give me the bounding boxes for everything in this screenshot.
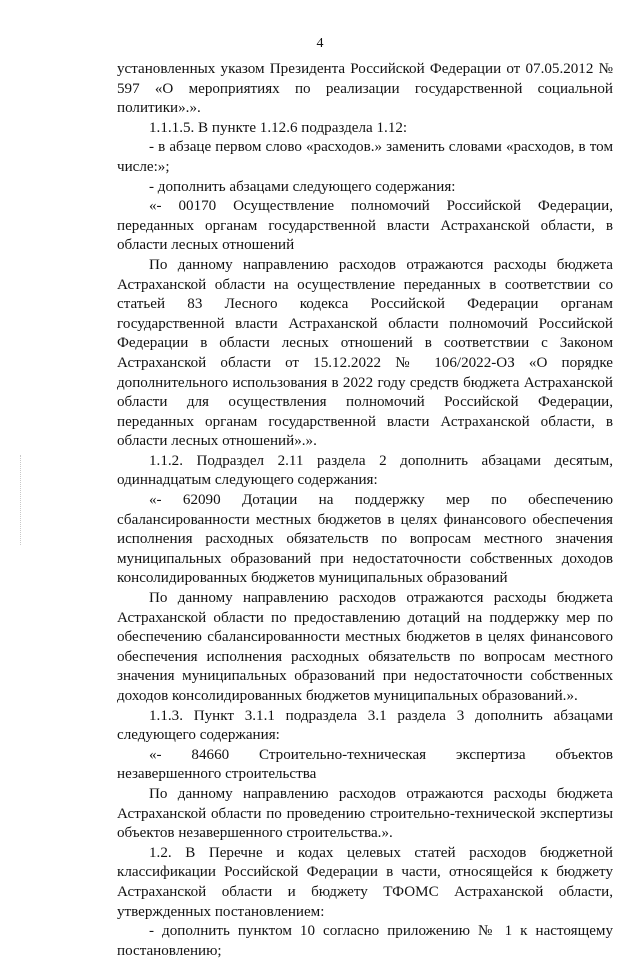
page-number: 4 [316, 36, 324, 51]
paragraph-code-00170: «- 00170 Осуществление полномочий Российской Федерации, переданных органам государственной власти Астраханской области, в области лесных отношений [117, 198, 613, 254]
document-body [117, 60, 613, 961]
paragraph-replace-word: - в абзаце первом слово «расходов.» заменить словами «расходов, в том числе:»; [117, 139, 613, 175]
paragraph-continuation: установленных указом Президента Российской Федерации от 07.05.2012 № 597 «О мероприятиях по реализации государственной социальной политики».». [117, 61, 613, 117]
paragraph-item-1-1-3: 1.1.3. Пункт 3.1.1 подраздела 3.1 раздела 3 дополнить абзацами следующего содержания: [117, 707, 613, 744]
paragraph-item-1-1-2: 1.1.2. Подраздел 2.11 раздела 2 дополнить абзацами десятым, одиннадцатым следующего содержания: [117, 452, 613, 489]
paragraph-add-abzatsy: - дополнить абзацами следующего содержания: [149, 178, 456, 195]
paragraph-code-62090: «- 62090 Дотации на поддержку мер по обеспечению сбалансированности местных бюджетов в целях финансового обеспечения исполнения расходных обязательств по вопросам местного значения муниципальных образований при недостаточности собственных доходов консолидированных бюджетов муниципальных образований [117, 492, 613, 587]
paragraph-add-item-10: - дополнить пунктом 10 согласно приложению № 1 к настоящему постановлению; [117, 923, 613, 959]
paragraph-code-84660: «- 84660 Строительно-техническая экспертиза объектов незавершенного строительства [117, 746, 613, 783]
paragraph-item-1-1-1-5: 1.1.1.5. В пункте 1.12.6 подраздела 1.12: [149, 119, 408, 136]
scan-margin-mark [20, 455, 23, 545]
paragraph-item-1-2: 1.2. В Перечне и кодах целевых статей расходов бюджетной классификации Российской Федерации в части, относящейся к бюджету Астраханской области и бюджету ТФОМС Астраханской области, утвержденных постановлением: [117, 844, 613, 920]
paragraph-00170-description: По данному направлению расходов отражаются расходы бюджета Астраханской области на осуществление переданных в соответствии со статьей 83 Лесного кодекса Российской Федерации органам государственной власти Астраханской области полномочий Российской Федерации в области лесных отношений в соответствии с Законом Астраханской области от 15.12.2022 № 106/2022-ОЗ «О порядке дополнительного использования в 2022 году средств бюджета Астраханской области для осуществления полномочий Российской Федерации, переданных органам государственной власти Астраханской области, в области лесных отношений».». [117, 256, 613, 450]
paragraph-84660-description: По данному направлению расходов отражаются расходы бюджета Астраханской области по проведению строительно-технической экспертизы объектов незавершенного строительства.». [117, 785, 613, 842]
paragraph-62090-description: По данному направлению расходов отражаются расходы бюджета Астраханской области по предоставлению дотаций на поддержку мер по обеспечению сбалансированности местных бюджетов в целях финансового обеспечения исполнения расходных обязательств по вопросам местного значения муниципальных образований при недостаточности собственных доходов консолидированных бюджетов муниципальных образований.». [117, 590, 613, 704]
